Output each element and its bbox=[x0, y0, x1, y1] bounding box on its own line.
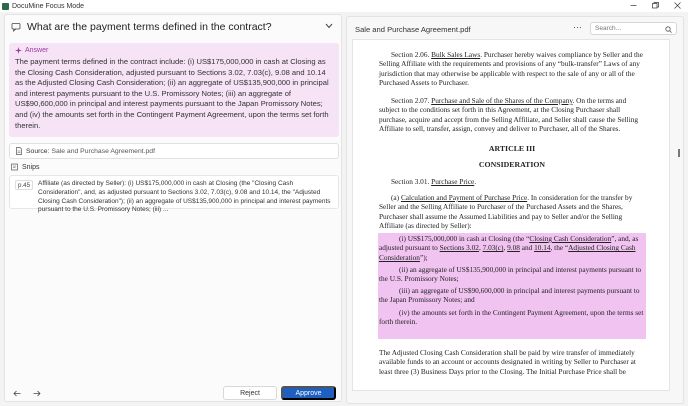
title-bar bbox=[0, 0, 688, 12]
question-text: What are the payment terms defined in the contract? bbox=[27, 21, 272, 33]
paragraph-a: (a) Calculation and Payment of Purchase Price. In consideration for the transfer by Seller and the Selling Affiliate to Purchaser of the Purchased Assets and the Shares, Purchaser shall assume the Assumed Liabilities and pay to Seller and/or the Selling Affiliate (as directed by Seller): bbox=[379, 193, 633, 231]
maximize-button[interactable] bbox=[644, 0, 666, 12]
clause-iv: (iv) the amounts set forth in the Contingent Payment Agreement, upon the terms set forth therein. bbox=[379, 308, 644, 327]
clause-i: (i) US$175,000,000 in cash at Closing (the “Closing Cash Consideration”, and, as adjusted pursuant to Sections 3.02, 7.03(c), 9.08 and 10.14, the “Adjusted Closing Cash Consideration”); bbox=[379, 234, 639, 262]
answer-card bbox=[9, 43, 339, 137]
search-icon[interactable] bbox=[665, 26, 672, 33]
arrow-left-icon bbox=[13, 390, 21, 397]
arrow-right-icon bbox=[33, 390, 41, 397]
approve-button[interactable]: Approve bbox=[281, 386, 336, 400]
document-icon bbox=[15, 147, 23, 155]
sparkle-icon bbox=[15, 47, 22, 54]
reject-button[interactable]: Reject bbox=[223, 386, 277, 400]
chat-bubble-icon bbox=[11, 22, 21, 32]
section-2-06-paragraph: Section 2.06. Bulk Sales Laws. Purchaser hereby waives compliance by Seller and the Selling Affiliate with the requirements and provisions of any “bulk-transfer” Laws of any jurisdiction that may otherwise be applicable with respect to the sale of any or all of the Purchased Assets to Purchaser. bbox=[379, 50, 643, 88]
close-icon bbox=[674, 2, 681, 9]
restore-icon bbox=[652, 2, 659, 9]
document-header bbox=[347, 17, 683, 41]
section-3-01-heading: Section 3.01. Purchase Price. bbox=[391, 177, 477, 186]
previous-button[interactable] bbox=[9, 386, 25, 400]
question-header[interactable] bbox=[5, 15, 341, 39]
scrollbar[interactable] bbox=[675, 39, 683, 389]
pdf-page bbox=[352, 39, 670, 391]
app-logo-icon bbox=[2, 3, 9, 10]
closing-paragraph: The Adjusted Closing Cash Consideration shall be paid by wire transfer of immediately available funds to an account or accounts designated in writing by Seller to Purchaser at least three (3) Business Days prior to the Closing. The Initial Purchase Price shall be bbox=[379, 348, 636, 376]
article-heading: ARTICLE III bbox=[488, 144, 536, 153]
document-title: Sale and Purchase Agreement.pdf bbox=[355, 24, 471, 34]
qa-panel bbox=[4, 14, 342, 402]
minimize-button[interactable] bbox=[622, 0, 644, 12]
article-subheading: CONSIDERATION bbox=[478, 160, 546, 169]
chevron-down-icon[interactable] bbox=[325, 23, 333, 29]
source-row[interactable] bbox=[9, 143, 339, 159]
section-2-07-paragraph: Section 2.07. Purchase and Sale of the Shares of the Company. On the terms and subject to the conditions set forth in this Agreement, at the Closing Purchaser shall purchase, acquire and accept from the Selling Affiliate, and Seller shall cause the Selling Affiliate to sell, transfer, assign, convey and deliver to Purchaser, all of the Shares. bbox=[379, 96, 639, 134]
clause-ii: (ii) an aggregate of US$135,900,000 in principal and interest payments pursuant to the U.S. Promissory Notes; bbox=[379, 265, 642, 284]
clause-iii: (iii) an aggregate of US$90,600,000 in principal and interest payments pursuant to the Japan Promissory Notes; and bbox=[379, 286, 640, 305]
scissors-snip-icon bbox=[11, 163, 19, 171]
snips-header bbox=[11, 163, 40, 171]
answer-text: The payment terms defined in the contract include: (i) US$175,000,000 in cash at Closing as the Closing Cash Consideration, adjusted pursuant to Sections 3.02, 7.03(c), 9.08 and 10.14 as the Adjusted Closing Cash Consideration; (ii) an aggregate of US$135,900,000 in principal and interest payments pursuant to the U.S. Promissory Notes; (iii) an aggregate of US$90,600,000 in principal and interest payments pursuant to the Japan Promissory Notes; and (iv) the amounts set forth in the Contingent Payment Agreement, upon the terms set forth therein. bbox=[15, 57, 329, 130]
document-viewer bbox=[346, 16, 684, 404]
snip-item[interactable] bbox=[9, 175, 339, 214]
more-options-button[interactable]: ··· bbox=[573, 22, 582, 32]
source-label: Source: bbox=[26, 147, 50, 155]
snip-page-badge: p.45 bbox=[15, 180, 33, 190]
snips-label: Snips bbox=[22, 163, 40, 171]
search-input[interactable] bbox=[595, 25, 665, 32]
snip-text: Affiliate (as directed by Seller): (i) US$175,000,000 in cash at Closing (the "Closing Cash Consideration", and, as adjusted pursuant to Sections 3.02, 7.03(c), 9.08 and 10.14, the "Adjusted Closing Cash Consideration"); (ii) an aggregate of US$135,900,000 in principal and interest payments pursuant to the U.S. Promissory Notes; (iii) ... bbox=[38, 180, 331, 214]
window-controls bbox=[622, 0, 688, 12]
close-button[interactable] bbox=[666, 0, 688, 12]
answer-header bbox=[15, 47, 333, 54]
source-filename[interactable]: Sale and Purchase Agreement.pdf bbox=[51, 147, 155, 155]
action-bar bbox=[5, 385, 341, 401]
search-box[interactable] bbox=[590, 22, 677, 35]
next-button[interactable] bbox=[29, 386, 45, 400]
answer-label: Answer bbox=[25, 47, 49, 54]
minimize-icon bbox=[630, 2, 637, 9]
window-title: DocuMine Focus Mode bbox=[12, 2, 84, 10]
scrollbar-thumb[interactable] bbox=[678, 149, 680, 157]
